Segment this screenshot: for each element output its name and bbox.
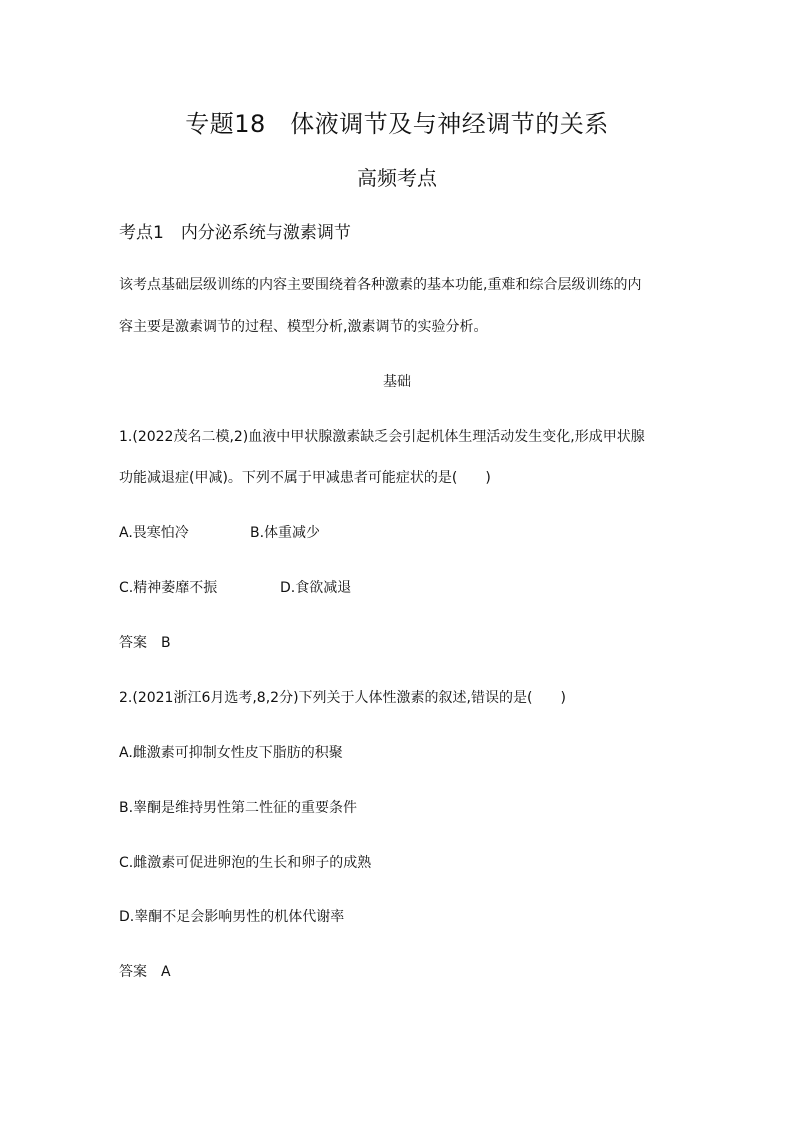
q2-option-a: A.雌激素可抑制女性皮下脂肪的积聚: [119, 745, 343, 761]
q1-option-d: D.食欲减退: [280, 580, 352, 596]
page-title: 专题18 体液调节及与神经调节的关系: [185, 110, 609, 138]
q1-option-b: B.体重减少: [250, 525, 321, 541]
q1-answer: 答案 B: [119, 635, 171, 651]
q1-option-a: A.畏寒怕冷: [119, 525, 189, 541]
section-heading: 考点1 内分泌系统与激素调节: [119, 223, 351, 243]
q2-stem: 2.(2021浙江6月选考,8,2分)下列关于人体性激素的叙述,错误的是( ): [119, 690, 566, 706]
page-subtitle: 高频考点: [357, 166, 437, 190]
intro-line-1: 该考点基础层级训练的内容主要围绕着各种激素的基本功能,重难和综合层级训练的内: [119, 277, 642, 293]
level-label: 基础: [383, 374, 411, 390]
q2-option-d: D.睾酮不足会影响男性的机体代谢率: [119, 909, 345, 925]
q1-stem-line-2: 功能减退症(甲减)。下列不属于甲减患者可能症状的是( ): [119, 470, 491, 486]
q2-option-b: B.睾酮是维持男性第二性征的重要条件: [119, 800, 358, 816]
q2-answer: 答案 A: [119, 964, 171, 980]
intro-line-2: 容主要是激素调节的过程、模型分析,激素调节的实验分析。: [119, 319, 488, 335]
q1-stem-line-1: 1.(2022茂名二模,2)血液中甲状腺激素缺乏会引起机体生理活动发生变化,形成甲状腺: [119, 429, 645, 445]
q1-option-c: C.精神萎靡不振: [119, 580, 218, 596]
q2-option-c: C.雌激素可促进卵泡的生长和卵子的成熟: [119, 855, 372, 871]
